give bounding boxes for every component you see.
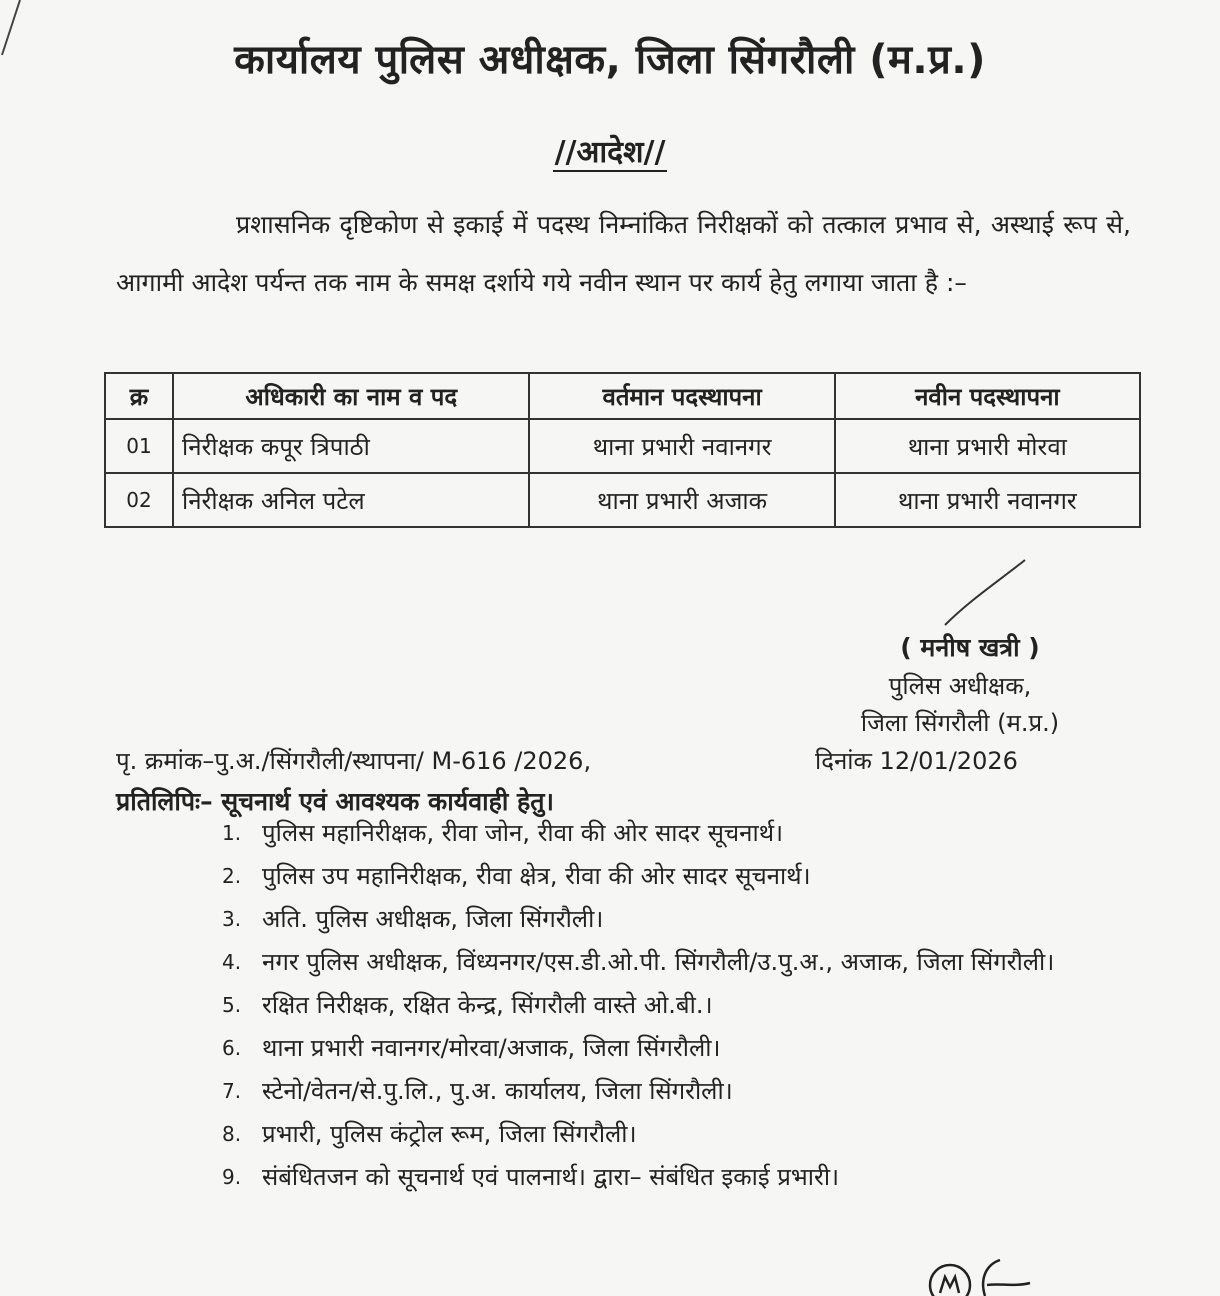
item-text: अति. पुलिस अधीक्षक, जिला सिंगरौली।	[262, 905, 604, 933]
item-text: प्रभारी, पुलिस कंट्रोल रूम, जिला सिंगरौली।	[262, 1120, 637, 1148]
list-item	[222, 1027, 1142, 1070]
list-item	[222, 984, 1142, 1027]
row-officer: निरीक्षक कपूर त्रिपाठी	[173, 419, 529, 473]
designation-line: पुलिस अधीक्षक,	[888, 672, 1032, 700]
table-row	[105, 473, 1140, 527]
list-item	[222, 898, 1142, 941]
row-new-posting: थाना प्रभारी नवानगर	[835, 473, 1140, 527]
item-number: 7.	[222, 1079, 242, 1103]
copy-to-list	[222, 812, 1142, 1199]
table-row	[105, 419, 1140, 473]
row-current-posting: थाना प्रभारी अजाक	[529, 473, 834, 527]
row-current-posting: थाना प्रभारी नवानगर	[529, 419, 834, 473]
item-text: पुलिस महानिरीक्षक, रीवा जोन, रीवा की ओर सादर सूचनार्थ।	[262, 819, 784, 847]
list-item	[222, 1113, 1142, 1156]
district-line: जिला सिंगरौली (म.प्र.)	[860, 709, 1060, 737]
item-number: 3.	[222, 907, 242, 931]
table-header-row	[105, 373, 1140, 419]
signatory-name: ( मनीष खत्री )	[900, 633, 1040, 662]
item-text: संबंधितजन को सूचनार्थ एवं पालनार्थ। द्वारा– संबंधित इकाई प्रभारी।	[262, 1163, 840, 1191]
header-new-posting: नवीन पदस्थापना	[835, 373, 1140, 419]
item-text: थाना प्रभारी नवानगर/मोरवा/अजाक, जिला सिंगरौली।	[262, 1034, 721, 1062]
list-item	[222, 941, 1142, 984]
row-serial: 01	[105, 419, 173, 473]
item-text: नगर पुलिस अधीक्षक, विंध्यनगर/एस.डी.ओ.पी. सिंगरौली/उ.पु.अ., अजाक, जिला सिंगरौली।	[262, 948, 1055, 976]
row-new-posting: थाना प्रभारी मोरवा	[835, 419, 1140, 473]
list-item	[222, 1070, 1142, 1113]
order-paragraph-text: प्रशासनिक दृष्टिकोण से इकाई में पदस्थ निम्नांकित निरीक्षकों को तत्काल प्रभाव से, अस्थाई रूप से, आगामी आदेश पर्यन्त तक नाम के समक्ष दर्शाये गये नवीन स्थान पर कार्य हेतु लगाया जाता है :–	[116, 210, 1131, 297]
reference-number: पृ. क्रमांक–पु.अ./सिंगरौली/स्थापना/ M-616 /2026,	[116, 747, 592, 775]
item-number: 5.	[222, 993, 242, 1017]
initials-signature	[925, 1255, 1035, 1296]
item-number: 2.	[222, 864, 242, 888]
row-serial: 02	[105, 473, 173, 527]
office-title: कार्यालय पुलिस अधीक्षक, जिला सिंगरौली (म.प्र.)	[234, 37, 986, 83]
list-item	[222, 812, 1142, 855]
signatory-designation	[840, 668, 1080, 742]
item-number: 9.	[222, 1165, 242, 1189]
header-officer: अधिकारी का नाम व पद	[173, 373, 529, 419]
list-item	[222, 855, 1142, 898]
header-current-posting: वर्तमान पदस्थापना	[529, 373, 834, 419]
header-serial: क्र	[105, 373, 173, 419]
row-officer: निरीक्षक अनिल पटेल	[173, 473, 529, 527]
copy-to-title: प्रतिलिपिः– सूचनार्थ एवं आवश्यक कार्यवाही हेतु।	[116, 787, 555, 816]
item-text: स्टेनो/वेतन/से.पु.लि., पु.अ. कार्यालय, जिला सिंगरौली।	[262, 1077, 733, 1105]
list-item	[222, 1156, 1142, 1199]
order-paragraph	[116, 196, 1131, 312]
order-title	[0, 130, 1220, 171]
item-text: पुलिस उप महानिरीक्षक, रीवा क्षेत्र, रीवा की ओर सादर सूचनार्थ।	[262, 862, 811, 890]
order-title-text: //आदेश//	[554, 135, 666, 170]
signature-mark	[930, 555, 1040, 635]
item-number: 4.	[222, 950, 242, 974]
posting-table	[104, 372, 1141, 528]
item-number: 1.	[222, 821, 242, 845]
item-text: रक्षित निरीक्षक, रक्षित केन्द्र, सिंगरौली वास्ते ओ.बी.।	[262, 991, 713, 1019]
item-number: 8.	[222, 1122, 242, 1146]
reference-date: दिनांक 12/01/2026	[815, 747, 1018, 775]
item-number: 6.	[222, 1036, 242, 1060]
